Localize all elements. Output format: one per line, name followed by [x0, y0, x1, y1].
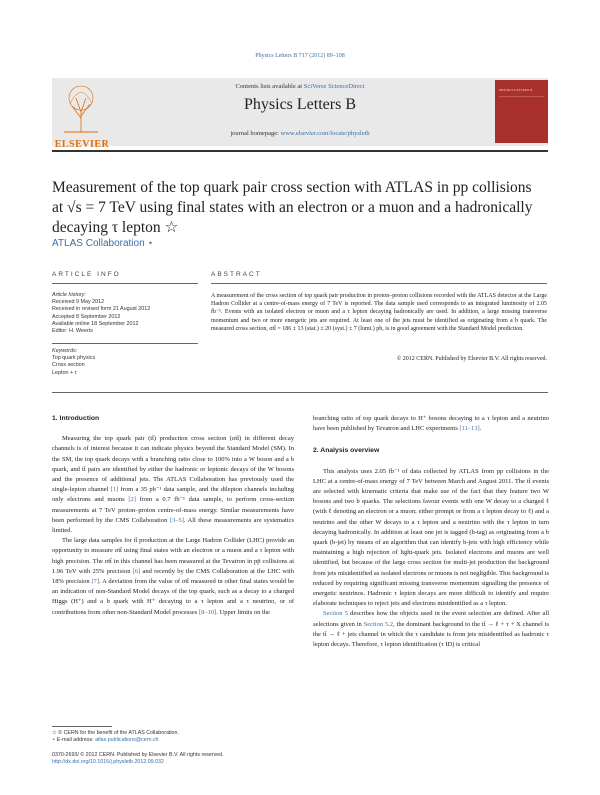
intro-heading: 1. Introduction — [52, 415, 100, 422]
homepage-link[interactable]: www.elsevier.com/locate/physletb — [280, 130, 370, 137]
keyword: Cross section — [52, 362, 85, 369]
contents-availability: Contents lists available at SciVerse ScienceDirect — [235, 83, 365, 90]
abstract-text: A measurement of the cross section of top quark pair production in proton–proton collisions recorded with the ATLAS detector at the Large Hadron Collider at a centre-of-mass energy of 7 TeV is reported. The data sample used corresponds to an integrated luminosity of 2.05 fb⁻¹. Events with an isolated electron or muon and a τ lepton decaying hadronically are used. In addition, a large missing transverse momentum and two or more energetic jets are required. At least one of the jets must be identified as originating from a b quark. The measured cross section, σtt̄ = 186 ± 13 (stat.) ± 20 (syst.) ± 7 (lumi.) pb, is in good agreement with the Standard Model prediction. — [211, 293, 547, 332]
reference-link[interactable]: [2] — [128, 496, 136, 504]
footnote-1: ☆ © CERN for the benefit of the ATLAS Collaboration. — [52, 730, 179, 736]
elsevier-tree-logo — [52, 80, 110, 140]
cover-inner-rule — [499, 96, 544, 138]
article-history: Article history: Received 9 May 2012 Received in revised form 21 August 2012 Accepted 8 September 2012 Available online 18 September 2012 Editor: H. Weerts — [52, 292, 151, 335]
article-info-heading: ARTICLE INFO — [52, 271, 121, 278]
intro-paragraph-2: The large data samples for tt̄ production at the Large Hadron Collider (LHC) provide an opportunity to measure σtt̄ using final states with an electron or a muon and a τ lepton with high precision. The σtt̄ in this channel has been measured at the Tevatron in pp̄ collisions at 1.96 TeV with 25% precision [6] and recently by the CMS Collaboration at the LHC with 18% precision [7]. A deviation from the value of σtt̄ measured in other final states would be an indication of non-Standard Model decays of the top quark, such as a decay to a charged Higgs (H⁺) and a b quark with H⁺ decaying to a τ lepton and a τ neutrino, or of contributions from other non-Standard Model processes [8–10]. Upper limits on the — [52, 537, 294, 616]
analysis-paragraph-2: Section 5 describes how the objects used in the event selection are defined. After all selections given in Section 5.2, the dominant background to the tt̄ → ℓ + τ + X channel is the tt̄ → ℓ + jets channel in which the τ candidate is from jets misidentified as hadronic τ lepton decays. Therefore, τ lepton identification (τ ID) is critical — [313, 610, 549, 649]
reference-link[interactable]: [8–10] — [198, 608, 217, 616]
abstract-copyright: © 2012 CERN. Published by Elsevier B.V. All rights reserved. — [396, 356, 547, 362]
continued-paragraph: branching ratio of top quark decays to H⁺ bosons decaying to a τ lepton and a neutrino have been published by Tevatron and LHC experiments [11–13]. — [313, 415, 549, 433]
analysis-paragraph-1: This analysis uses 2.05 fb⁻¹ of data collected by ATLAS from pp collisions in the LHC at a centre-of-mass energy of 7 TeV between March and August 2011. The tt̄ events are selected with kinematic criteria that make use of the fact that they feature two W bosons and two b quarks. The selections favour events with one W decay to a charged ℓ (with ℓ denoting an electron or a muon; either prompt or from a τ lepton decay to ℓ) and a neutrino and the other W decays to a τ lepton and a neutrino with the τ lepton in turn decaying hadronically. In addition at least one jet is tagged (b-tag) as originating from a b quark (b-jet) by means of an algorithm that can identify b-jets with high efficiency while maintaining a high rejection of light-quark jets. Isolated electrons and muons are well identified, but because of the large cross section for multi-jet production the background from jets misidentified as isolated electrons or muons is not negligible. This background is reduced by requiring significant missing transverse momentum signalling the presence of energetic neutrinos. Hadronic τ lepton decays are more difficult to identify and require elaborate techniques to reject jets and electrons misidentified as a τ lepton. — [313, 467, 549, 608]
footnote-2: ⋆ E-mail address: atlas.publications@cern.ch — [52, 737, 159, 744]
doi-link[interactable]: http://dx.doi.org/10.1016/j.physletb.2012.09.032 — [52, 759, 164, 766]
history-rule — [52, 343, 198, 344]
issn-doi: 0370-2693/ © 2012 CERN. Published by Elsevier B.V. All rights reserved. http://dx.doi.org/10.1016/j.physletb.2012.09.032 — [52, 752, 352, 767]
header-divider — [52, 150, 548, 152]
footnote-rule — [52, 726, 112, 727]
right-column — [313, 414, 549, 650]
journal-title: Physics Letters B — [244, 96, 356, 113]
keyword: Lepton + τ — [52, 369, 77, 376]
reference-link[interactable]: [6] — [132, 567, 141, 575]
journal-homepage: journal homepage: www.elsevier.com/locate/physletb — [230, 130, 370, 137]
article-info-rule — [52, 283, 198, 284]
section-link[interactable]: Section 5.2 — [363, 620, 394, 628]
journal-citation[interactable]: Physics Letters B 717 (2012) 89–108 — [255, 53, 345, 59]
analysis-heading: 2. Analysis overview — [313, 447, 380, 455]
reference-link[interactable]: [7] — [91, 578, 100, 586]
sciencedirect-link[interactable]: SciVerse ScienceDirect — [303, 83, 365, 90]
reference-link[interactable]: [1] — [110, 486, 119, 494]
article-title: Measurement of the top quark pair cross section with ATLAS in pp collisions at √s = 7 TeV using final states with an electron or a muon and a hadronically decaying τ lepton ☆ — [52, 179, 533, 236]
journal-cover-image — [495, 80, 548, 143]
reference-link[interactable]: [11–13] — [459, 425, 480, 433]
section-link[interactable]: Section 5 — [323, 610, 348, 618]
abstract-bottom-rule — [52, 392, 548, 393]
footnotes — [52, 730, 294, 745]
left-column — [52, 414, 294, 618]
cover-title: PHYSICS LETTERS B — [499, 88, 533, 92]
abstract-heading: ABSTRACT — [211, 271, 262, 278]
author-link[interactable]: ATLAS Collaboration ⋆ — [52, 238, 154, 249]
email-link[interactable]: atlas.publications@cern.ch — [95, 737, 159, 744]
keyword: Top quark physics — [52, 355, 96, 362]
abstract-rule — [211, 283, 547, 284]
keywords: Keywords: Top quark physics Cross section Lepton + τ — [52, 348, 202, 377]
intro-paragraph-1: Measuring the top quark pair (tt̄) production cross section (σtt̄) in different decay channels is of interest because it can indicate physics beyond the Standard Model (SM). In the SM, the top quark decays with a branching ratio close to 100% into a W boson and a b quark, and tt̄ pairs are identified by either the hadronic or leptonic decays of the W bosons and the presence of additional jets. The ATLAS Collaboration has previously used the single-lepton channel [1] from a 35 pb⁻¹ data sample, and the dilepton channels including only electrons and muons [2] from a 0.7 fb⁻¹ data sample, to perform cross-section measurements at 7 TeV proton–proton centre-of-mass energy. Similar measurements have been performed by the CMS Collaboration [3–5]. All these measurements are systematics limited. — [52, 435, 294, 535]
elsevier-wordmark: ELSEVIER — [54, 139, 110, 150]
reference-link[interactable]: [3–5] — [169, 516, 184, 524]
